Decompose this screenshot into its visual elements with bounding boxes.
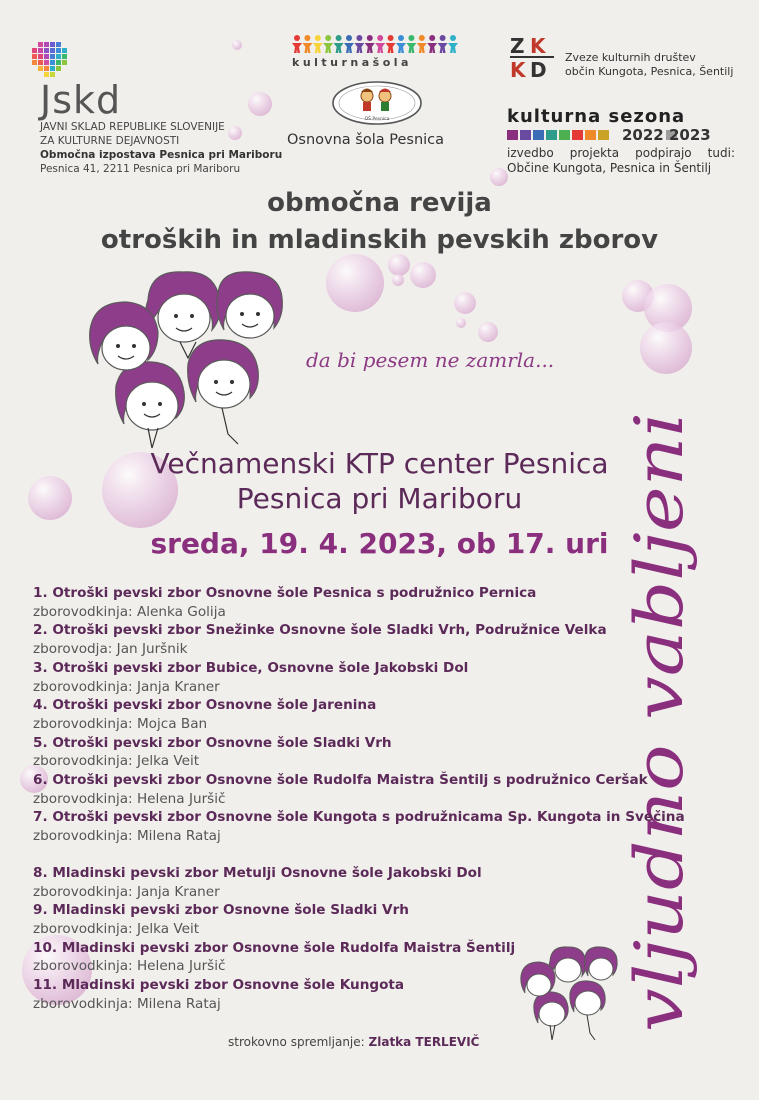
event-title-line-2: otroških in mladinskih pevskih zborov [100, 225, 659, 255]
svg-text:K: K [530, 34, 546, 58]
school-logo-caption: OŠ Pesnica [364, 117, 390, 122]
jskd-address [40, 120, 282, 176]
school-logo-icon [331, 80, 423, 126]
season-title: kulturna sezona [507, 106, 686, 127]
person-figure-body [406, 43, 416, 53]
jskd-line-1: JAVNI SKLAD REPUBLIKE SLOVENIJE [40, 121, 225, 133]
person-figure-head [377, 35, 383, 41]
event-title-line-1: območna revija [267, 188, 492, 218]
choir-leader: zborovodkinja: Janja Kraner [33, 678, 220, 695]
invitation-text: vljudno vabljeni [621, 502, 698, 1032]
person-figure-body [417, 43, 427, 53]
decorative-bubble [478, 322, 498, 342]
choir-name: 5. Otroški pevski zbor Osnovne šole Sladki Vrh [33, 734, 392, 751]
person-figure-body [292, 43, 302, 53]
person-figure-head [367, 35, 373, 41]
person-figure-body [375, 43, 385, 53]
decorative-bubble [640, 322, 692, 374]
decorative-bubble [232, 40, 242, 50]
children-illustration [88, 268, 308, 468]
jskd-wordmark: Jskd [40, 78, 122, 122]
small-children-illustration [520, 940, 630, 1050]
season-note-line-2: Občine Kungota, Pesnica in Šentilj [507, 161, 712, 175]
choir-leader: zborovodkinja: Alenka Golija [33, 603, 226, 620]
person-figure-body [438, 43, 448, 53]
season-support-note [507, 146, 735, 176]
decorative-bubble [388, 254, 410, 276]
choir-leader: zborovodkinja: Janja Kraner [33, 883, 220, 900]
decorative-bubble [392, 274, 404, 286]
choir-leader: zborovodkinja: Milena Rataj [33, 828, 221, 845]
choir-name: 7. Otroški pevski zbor Osnovne šole Kungota s podružnicama Sp. Kungota in Svečina [33, 809, 685, 826]
jskd-logo-icon [30, 40, 70, 80]
svg-text:K: K [510, 58, 526, 81]
person-figure-body [334, 43, 344, 53]
choir-name: 4. Otroški pevski zbor Osnovne šole Jarenina [33, 697, 377, 714]
person-figure-head [346, 35, 352, 41]
person-figure-head [419, 35, 425, 41]
person-figure-head [450, 35, 456, 41]
person-figure-body [354, 43, 364, 53]
season-color-square [520, 130, 531, 140]
choir-leader: zborovodja: Jan Juršnik [33, 641, 188, 658]
person-figure-body [365, 43, 375, 53]
person-figure-head [398, 35, 404, 41]
venue-name: Večnamenski KTP center Pesnica [150, 447, 609, 480]
choir-leader: zborovodkinja: Jelka Veit [33, 753, 200, 770]
person-figure-body [386, 43, 396, 53]
season-color-square [546, 130, 557, 140]
list-item [33, 771, 703, 808]
person-figure-head [429, 35, 435, 41]
credit-name: Zlatka TERLEVIČ [368, 1035, 480, 1049]
zkd-logo-icon [508, 33, 560, 81]
credit-line [228, 1035, 479, 1049]
person-figure-head [356, 35, 362, 41]
list-item [33, 584, 703, 621]
list-item [33, 621, 703, 658]
school-name: Osnovna šola Pesnica [287, 132, 445, 148]
choir-name: 11. Mladinski pevski zbor Osnovne šole Kungota [33, 977, 405, 994]
choir-name: 8. Mladinski pevski zbor Metulji Osnovne šole Jakobski Dol [33, 864, 482, 881]
svg-text:D: D [530, 58, 547, 81]
person-figure-head [440, 35, 446, 41]
list-item [33, 734, 703, 771]
person-figure-head [315, 35, 321, 41]
person-figure-body [427, 43, 437, 53]
choir-leader: zborovodkinja: Jelka Veit [33, 920, 200, 937]
choir-name: 3. Otroški pevski zbor Bubice, Osnovne šole Jakobski Dol [33, 659, 469, 676]
season-color-square [507, 130, 518, 140]
person-figure-head [325, 35, 331, 41]
credit-label: strokovno spremljanje: [228, 1035, 365, 1049]
decorative-bubble [456, 318, 466, 328]
person-figure-head [408, 35, 414, 41]
person-figure-body [302, 43, 312, 53]
jskd-line-3: Območna izpostava Pesnica pri Mariboru [40, 149, 283, 161]
list-item [33, 864, 703, 901]
person-figure-head [336, 35, 342, 41]
zkd-line-1: Zveze kulturnih društev [565, 51, 696, 64]
choir-name: 9. Mladinski pevski zbor Osnovne šole Sladki Vrh [33, 902, 409, 919]
zkd-caption [565, 51, 733, 79]
jskd-line-4: Pesnica 41, 2211 Pesnica pri Mariboru [40, 163, 241, 175]
person-figure-body [323, 43, 333, 53]
list-item [33, 696, 703, 733]
season-color-square [585, 130, 596, 140]
decorative-bubble [490, 168, 508, 186]
season-color-square [533, 130, 544, 140]
kulturna-sola-people-icon [292, 34, 464, 54]
decorative-bubble [248, 92, 272, 116]
list-spacer [33, 846, 703, 864]
decorative-bubble [454, 292, 476, 314]
decorative-bubble [326, 254, 384, 312]
person-figure-head [304, 35, 310, 41]
season-color-bar [507, 130, 609, 140]
season-note-line-1: izvedbo projekta podpirajo tudi: [507, 146, 735, 160]
decorative-bubble [410, 262, 436, 288]
person-figure-body [396, 43, 406, 53]
season-years: 2022 2023 [622, 126, 711, 144]
zkd-line-2: občin Kungota, Pesnica, Šentilj [565, 65, 734, 78]
venue-city: Pesnica pri Mariboru [236, 482, 523, 515]
choir-leader: zborovodkinja: Mojca Ban [33, 715, 208, 732]
choir-name: 1. Otroški pevski zbor Osnovne šole Pesnica s podružnico Pernica [33, 585, 537, 601]
person-figure-body [313, 43, 323, 53]
person-figure-head [388, 35, 394, 41]
list-item [33, 808, 703, 845]
choir-name: 2. Otroški pevski zbor Snežinke Osnovne šole Sladki Vrh, Podružnice Velka [33, 622, 607, 639]
season-color-square [572, 130, 583, 140]
choir-leader: zborovodkinja: Helena Juršič [33, 958, 226, 975]
choir-leader: zborovodkinja: Helena Juršič [33, 790, 226, 807]
season-color-square [559, 130, 570, 140]
person-figure-body [344, 43, 354, 53]
choir-leader: zborovodkinja: Milena Rataj [33, 995, 221, 1012]
list-item [33, 659, 703, 696]
choir-name: 6. Otroški pevski zbor Osnovne šole Rudolfa Maistra Šentilj s podružnico Ceršak [33, 772, 648, 789]
list-item [33, 901, 703, 938]
kulturna-sola-logo-text: kulturnašola [292, 56, 412, 69]
svg-text:Z: Z [510, 34, 525, 58]
jskd-line-2: ZA KULTURNE DEJAVNOSTI [40, 135, 180, 147]
season-color-square [598, 130, 609, 140]
person-figure-head [294, 35, 300, 41]
person-figure-body [448, 43, 458, 53]
event-datetime: sreda, 19. 4. 2023, ob 17. uri [150, 527, 609, 560]
choir-name: 10. Mladinski pevski zbor Osnovne šole Rudolfa Maistra Šentilj [33, 939, 516, 956]
slogan: da bi pesem ne zamrla... [306, 348, 555, 372]
